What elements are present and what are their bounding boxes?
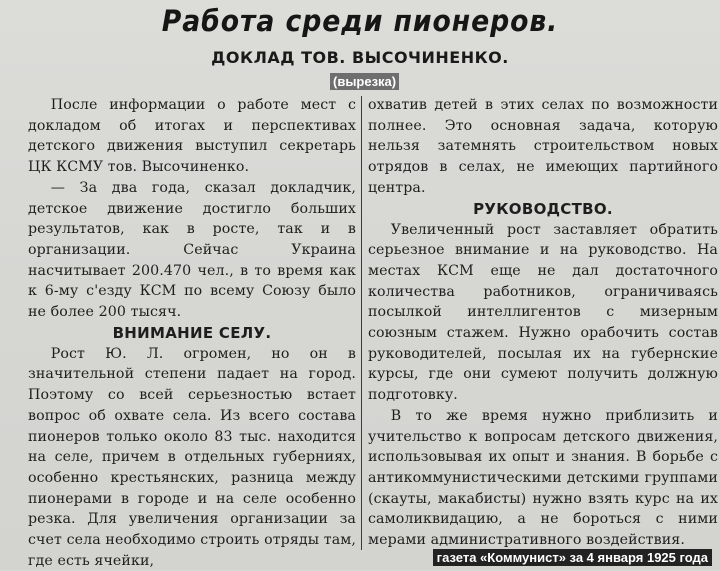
headline: Работа среди пионеров. [161, 4, 559, 38]
subheadline: ДОКЛАД ТОВ. ВЫСОЧИНЕНКО. [211, 48, 509, 67]
paragraph: Рост Ю. Л. огромен, но он в значительной степени падает на город. Поэтому со всей серьезностью встает вопрос об охвате села. Из всего состава пионеров только около 83 тыс. находится на селе, причем в отдельных губерниях, особенно крестьянских, разница между пионерами в городе и на селе особенно резка. Для увеличения организации за счет села необходимо строить отряды там, где есть ячейки, [28, 345, 356, 569]
paragraph: Увеличенный рост заставляет обратить серьезное внимание и на руководство. На местах КСМ еще не дал достаточного количества работников, ограничиваясь посылкой интеллигентов с мизерным союзным стажем. Нужно орабочить состав руководителей, посылая их на губернские курсы, где они сумеют получить должную подготовку. [368, 221, 718, 404]
source-caption: газета «Коммунист» за 4 января 1925 года [433, 549, 712, 566]
paragraph: В то же время нужно приблизить и учительство к вопросам детского движения, использовывая их опыт и знания. В борьбе с антикоммунистическими детскими группами (скауты, макабисты) нужно взять курс на их самоликвидацию, а не бороться с ними мерами административного воздействия. [368, 407, 718, 549]
clip-label: (вырезка) [330, 73, 399, 90]
left-column [28, 95, 356, 571]
paragraph: После информации о работе мест с докладом об итогах и перспективах детского движения выступил секретарь ЦК КСМУ тов. Высочиненко. [28, 97, 356, 176]
right-column [368, 95, 718, 551]
paragraph: — За два года, сказал докладчик, детское движение достигло больших результатов, как в росте, так и в организации. Сейчас Украина насчитывает 200.470 чел., в то время как к 6-му с'езду КСМ по всему Союзу было не более 200 тысяч. [28, 179, 356, 321]
section-heading: ВНИМАНИЕ СЕЛУ. [112, 323, 272, 342]
section-heading: РУКОВОДСТВО. [473, 199, 613, 218]
paragraph: охватив детей в этих селах по возможности полнее. Это основная задача, которую нельзя затемнять строительством новых отрядов в селах, не имеющих партийного центра. [368, 97, 718, 196]
column-divider [361, 96, 362, 550]
